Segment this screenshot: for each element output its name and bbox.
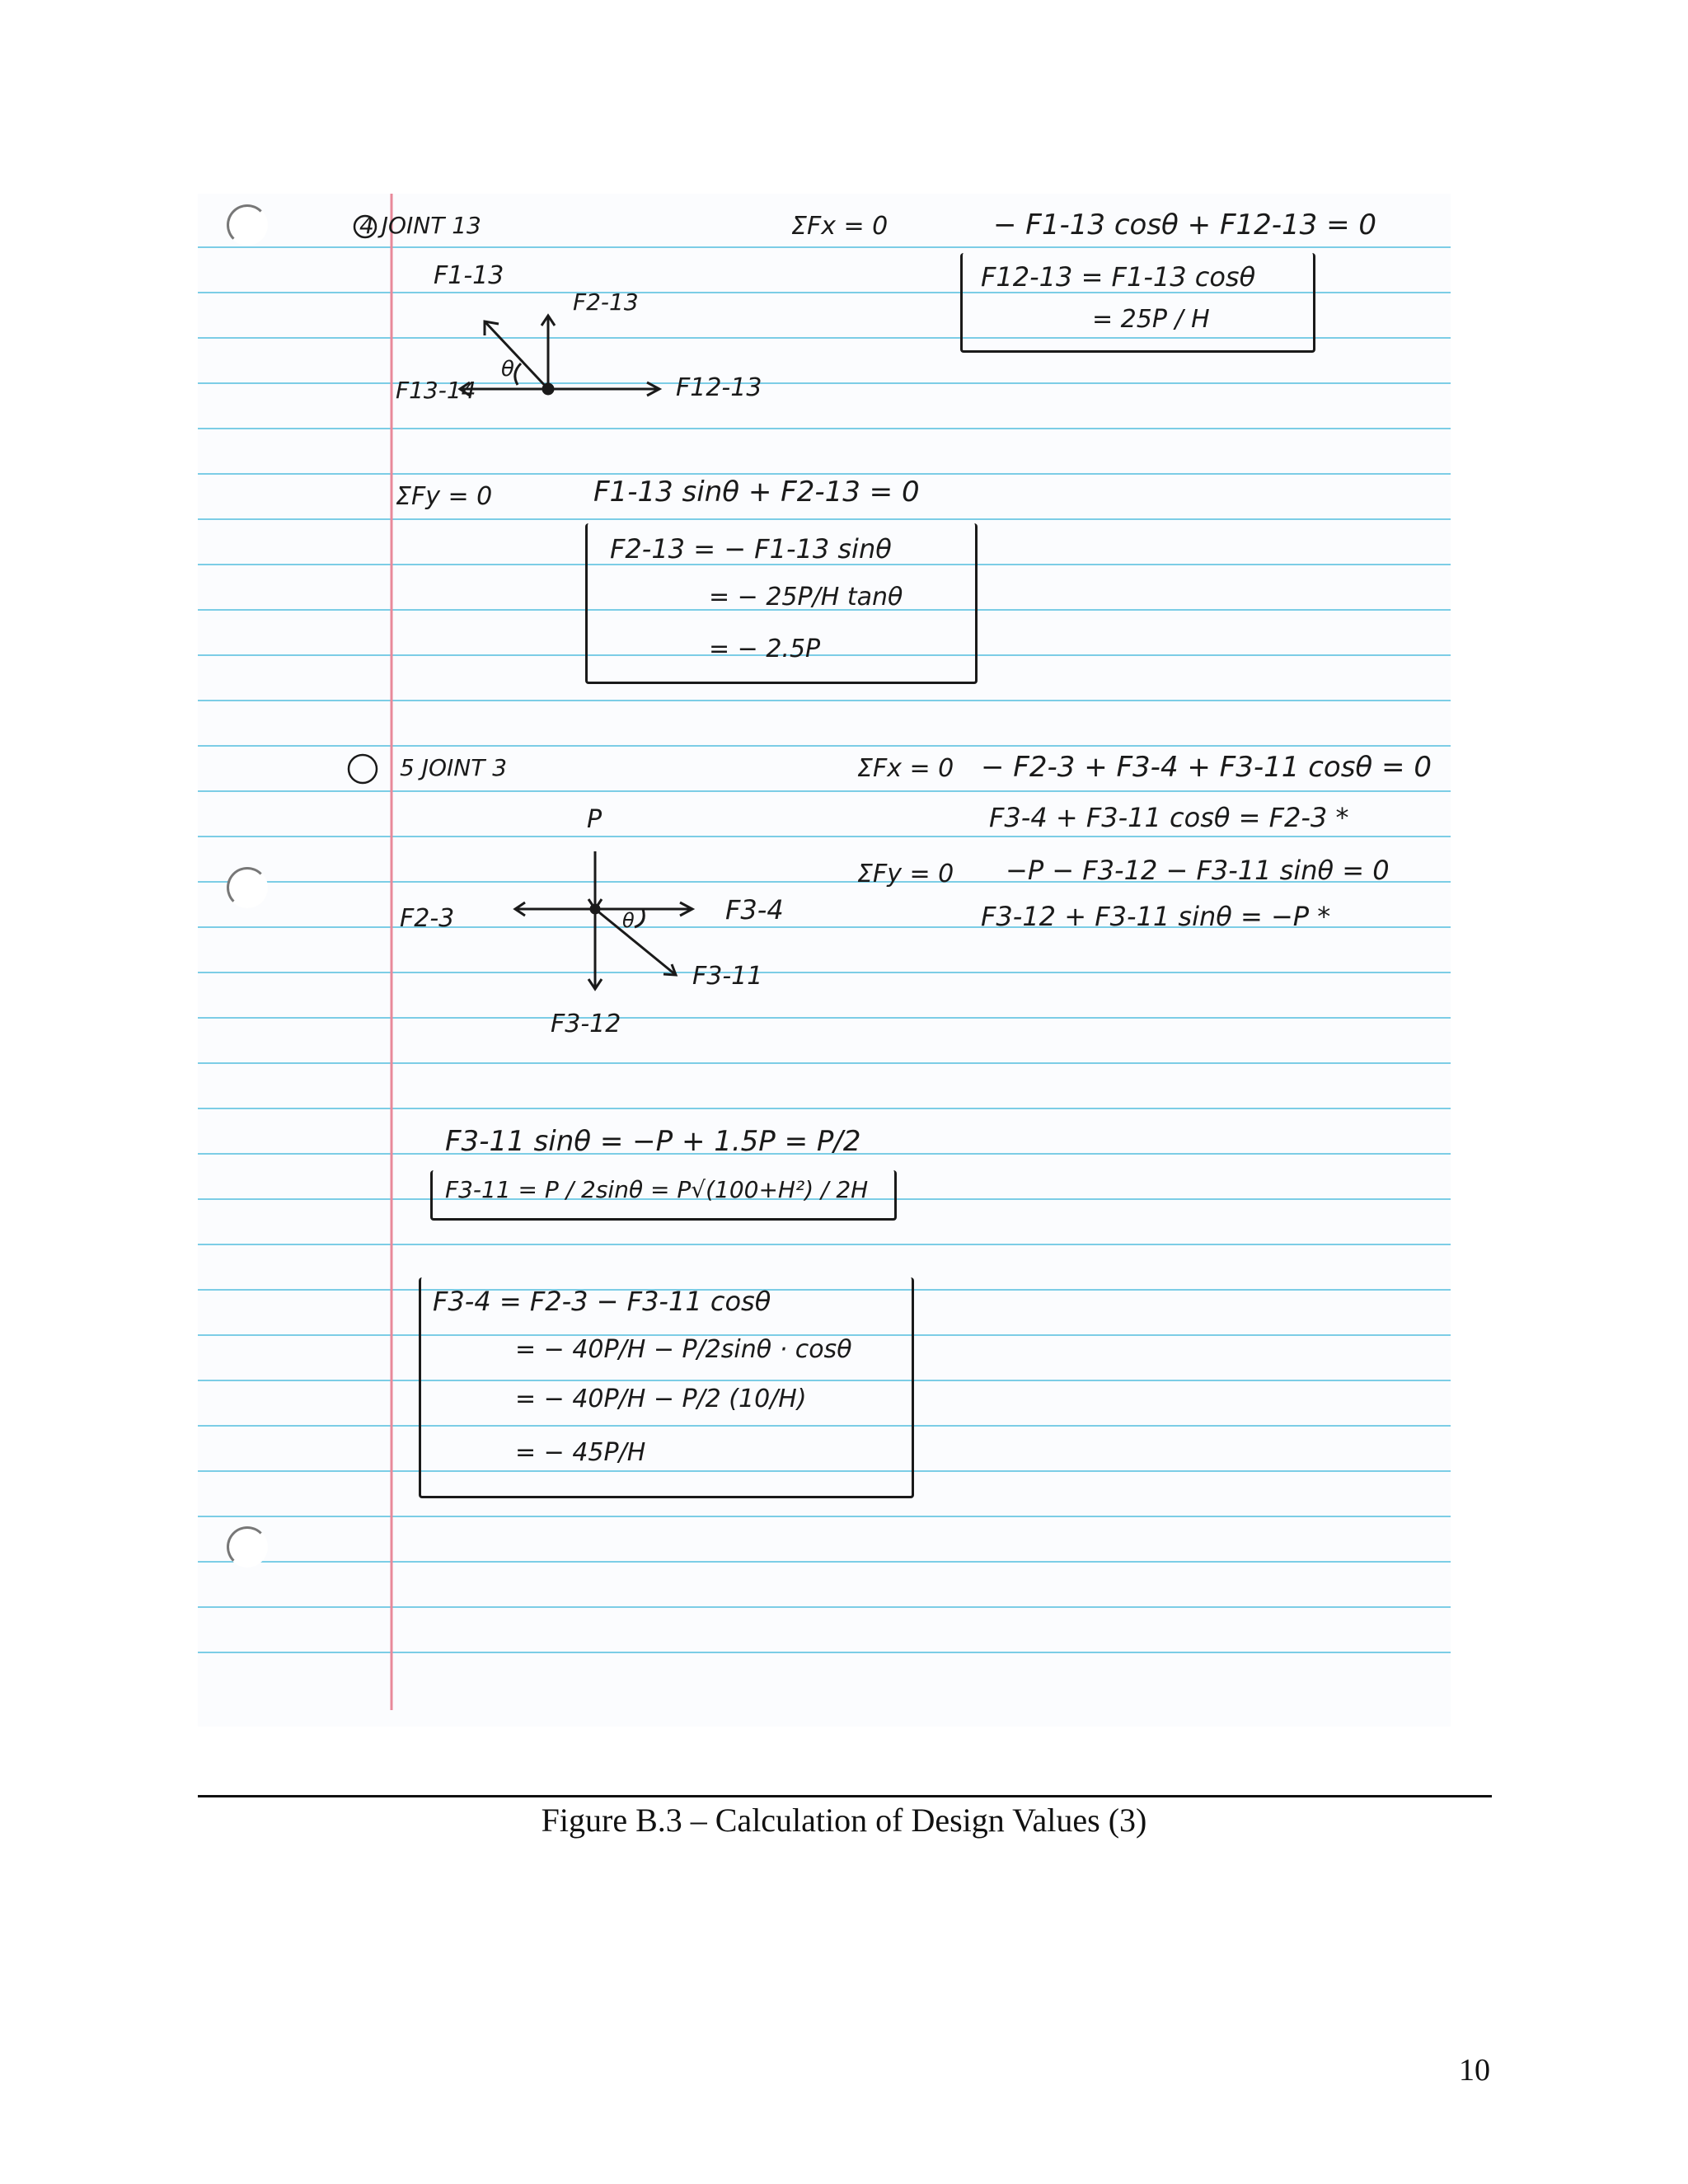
joint3-box4-line1: F3-4 = F2-3 − F3-11 cosθ	[433, 1286, 771, 1317]
fbd-label-f3-12: F3-12	[551, 1010, 621, 1038]
fbd-label-p: P	[587, 805, 603, 834]
fbd-label-f12-13: F12-13	[676, 373, 762, 402]
fbd-label-theta-3: θ	[622, 909, 635, 932]
joint13-box2-line3: = − 2.5P	[709, 635, 821, 663]
joint3-fbd	[515, 851, 692, 989]
joint13-eq-fy: F1-13 sinθ + F2-13 = 0	[593, 476, 920, 509]
joint3-box4-line2: = − 40P/H − P/2sinθ · cosθ	[515, 1335, 852, 1364]
joint13-box2-line2: = − 25P/H tanθ	[709, 583, 903, 612]
joint3-sum-fy: ΣFy = 0	[857, 860, 954, 888]
joint3-eq-fx1: − F2-3 + F3-4 + F3-11 cosθ = 0	[981, 751, 1432, 784]
joint13-heading: 4 JOINT 13	[359, 212, 481, 239]
joint13-box2-line1: F2-13 = − F1-13 sinθ	[610, 533, 892, 565]
joint3-heading: 5 JOINT 3	[400, 754, 508, 781]
joint13-sum-fy: ΣFy = 0	[396, 482, 493, 511]
joint3-box4-line4: = − 45P/H	[515, 1438, 646, 1467]
fbd-label-f3-4: F3-4	[725, 894, 784, 926]
joint3-eq-fy1: −P − F3-12 − F3-11 sinθ = 0	[1006, 855, 1390, 886]
joint3-eq-sin: F3-11 sinθ = −P + 1.5P = P/2	[445, 1125, 861, 1158]
figure-caption: Figure B.3 – Calculation of Design Values (3)	[541, 1802, 1147, 1839]
fbd-label-f1-13: F1-13	[434, 261, 504, 290]
joint3-box3: F3-11 = P / 2sinθ = P√(100+H²) / 2H	[445, 1176, 869, 1203]
joint3-sum-fx: ΣFx = 0	[857, 754, 954, 783]
joint3-eq-fy2: F3-12 + F3-11 sinθ = −P *	[981, 901, 1331, 932]
joint13-box1-line1: F12-13 = F1-13 cosθ	[981, 261, 1256, 293]
fbd-label-f3-11: F3-11	[692, 962, 763, 991]
page-number: 10	[1459, 2053, 1490, 2088]
fbd-label-f13-14: F13-14	[396, 377, 476, 404]
joint13-box1-line2: = 25P / H	[1092, 305, 1210, 334]
caption-rule	[198, 1795, 1492, 1797]
punch-hole	[227, 1526, 268, 1568]
punch-hole	[227, 867, 268, 908]
fbd-label-theta-13: θ	[501, 357, 514, 382]
joint13-sum-fx: ΣFx = 0	[791, 212, 889, 241]
notebook-page	[198, 194, 1451, 1727]
fbd-label-f2-3: F2-3	[400, 904, 455, 933]
fbd-label-f2-13: F2-13	[573, 288, 639, 316]
punch-hole	[227, 204, 268, 246]
joint3-box4-line3: = − 40P/H − P/2 (10/H)	[515, 1385, 807, 1413]
joint3-eq-fx2: F3-4 + F3-11 cosθ = F2-3 *	[989, 802, 1349, 833]
joint13-eq-fx: − F1-13 cosθ + F12-13 = 0	[993, 209, 1377, 241]
